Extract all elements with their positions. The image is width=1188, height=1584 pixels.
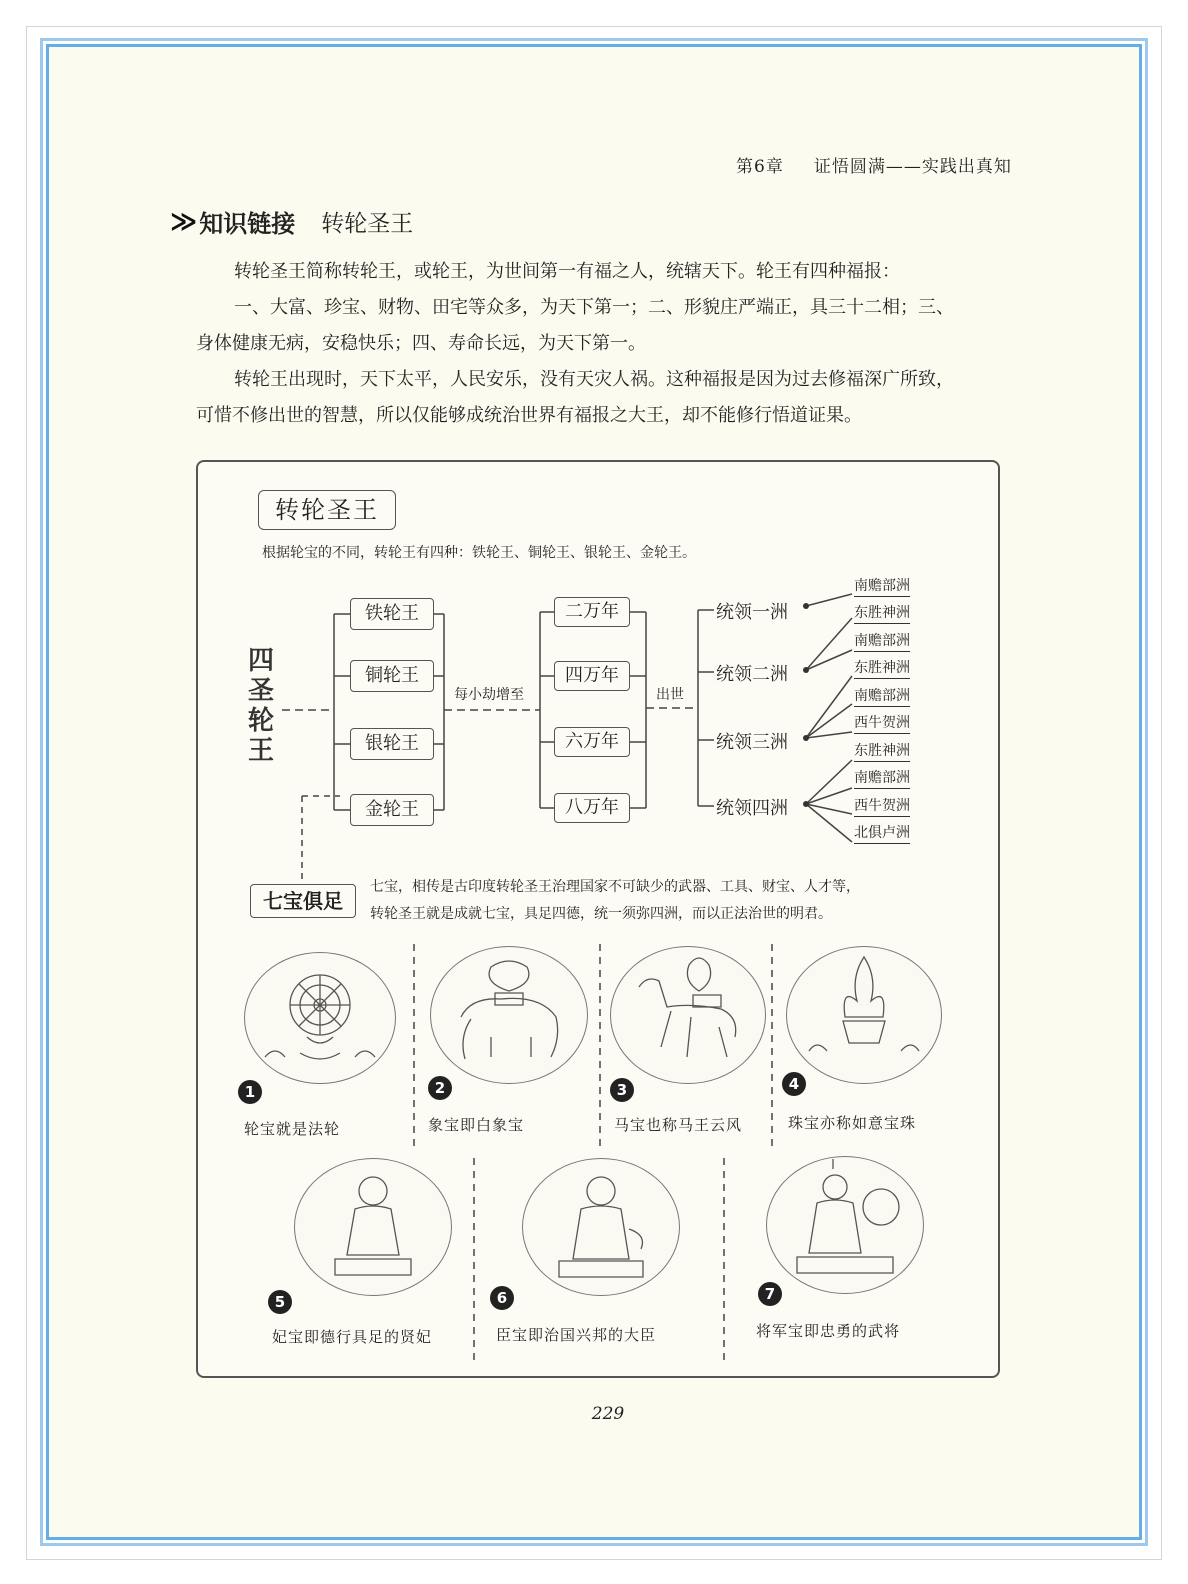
- minister-treasure-illustration: [522, 1158, 680, 1296]
- link-label-increase: 每小劫增至: [452, 684, 526, 704]
- link-label-appear: 出世: [654, 684, 686, 704]
- continent-item: 南赡部洲: [854, 686, 910, 707]
- continent-item: 东胜神洲: [854, 603, 910, 624]
- side-title: 四 圣 轮 王: [247, 646, 274, 766]
- treasure-caption: 象宝即白象宝: [428, 1116, 525, 1134]
- rule-three-continents: 统领三洲: [716, 732, 788, 753]
- treasure-number-badge: 6: [490, 1286, 514, 1310]
- continent-item: 西牛贺洲: [854, 796, 910, 817]
- chapter-number: 第6章: [736, 157, 784, 177]
- treasure-caption: 将军宝即忠勇的武将: [756, 1322, 901, 1340]
- year-40000: 四万年: [554, 661, 630, 691]
- continent-item: 东胜神洲: [854, 741, 910, 762]
- rule-four-continents: 统领四洲: [716, 798, 788, 819]
- running-header: [736, 152, 1012, 177]
- page-number: 229: [591, 1404, 625, 1424]
- seven-treasures-label: 七宝俱足: [250, 884, 356, 918]
- paragraph-continued: 可惜不修出世的智慧，所以仅能够成统治世界有福报之大王，却不能修行悟道证果。: [196, 405, 862, 426]
- treasure-caption: 珠宝亦称如意宝珠: [788, 1114, 917, 1132]
- continent-item: 南赡部洲: [854, 768, 910, 789]
- wheel-treasure-illustration: [244, 952, 396, 1084]
- consort-treasure-illustration: [294, 1158, 452, 1296]
- king-silver: 银轮王: [350, 728, 434, 760]
- knowledge-link-label: 知识链接: [199, 210, 296, 238]
- king-copper: 铜轮王: [350, 660, 434, 692]
- king-gold: 金轮王: [350, 794, 434, 826]
- treasure-number-badge: 2: [428, 1076, 452, 1100]
- knowledge-link-topic: 转轮圣王: [321, 211, 414, 237]
- treasure-caption: 臣宝即治国兴邦的大臣: [496, 1326, 657, 1344]
- paragraph: 转轮圣王简称转轮王，或轮王，为世间第一有福之人，统辖天下。轮王有四种福报：: [234, 261, 900, 282]
- box-title: 转轮圣王: [258, 490, 396, 530]
- year-60000: 六万年: [554, 727, 630, 757]
- horse-treasure-illustration: [610, 946, 766, 1084]
- double-arrow-icon: ≫: [170, 206, 192, 237]
- paragraph: 一、大富、珍宝、财物、田宅等众多，为天下第一；二、形貌庄严端正，具三十二相；三、: [234, 297, 954, 318]
- year-20000: 二万年: [554, 597, 630, 627]
- treasure-number-badge: 4: [782, 1072, 806, 1096]
- rule-one-continent: 统领一洲: [716, 602, 788, 623]
- treasure-caption: 马宝也称马王云风: [614, 1116, 743, 1134]
- seven-treasures-text: 七宝，相传是古印度转轮圣王治理国家不可缺少的武器、工具、财宝、人才等， 转轮圣王就是成就七宝，具足四德，统一须弥四洲，而以正法治世的明君。: [370, 879, 860, 922]
- rule-two-continents: 统领二洲: [716, 664, 788, 685]
- treasure-number-badge: 1: [238, 1080, 262, 1104]
- continent-item: 西牛贺洲: [854, 713, 910, 734]
- knowledge-link-heading: [170, 204, 413, 239]
- treasure-number-badge: 7: [758, 1282, 782, 1306]
- continent-item: 北俱卢洲: [854, 823, 910, 844]
- general-treasure-illustration: [766, 1156, 924, 1294]
- king-iron: 铁轮王: [350, 598, 434, 630]
- paragraph: 转轮王出现时，天下太平，人民安乐，没有天灾人祸。这种福报是因为过去修福深广所致，: [234, 369, 954, 390]
- chapter-title: 证悟圆满——实践出真知: [813, 157, 1012, 177]
- box-intro: 根据轮宝的不同，转轮王有四种：铁轮王、铜轮王、银轮王、金轮王。: [262, 545, 696, 561]
- jewel-treasure-illustration: [786, 946, 942, 1084]
- treasure-number-badge: 3: [610, 1078, 634, 1102]
- treasure-number-badge: 5: [268, 1290, 292, 1314]
- continent-item: 南赡部洲: [854, 576, 910, 597]
- continent-item: 南赡部洲: [854, 631, 910, 652]
- paragraph-continued: 身体健康无病，安稳快乐；四、寿命长远，为天下第一。: [196, 333, 646, 354]
- elephant-treasure-illustration: [430, 946, 588, 1084]
- treasure-caption: 轮宝就是法轮: [244, 1120, 341, 1138]
- treasure-caption: 妃宝即德行具足的贤妃: [272, 1328, 433, 1346]
- year-80000: 八万年: [554, 793, 630, 823]
- continent-item: 东胜神洲: [854, 658, 910, 679]
